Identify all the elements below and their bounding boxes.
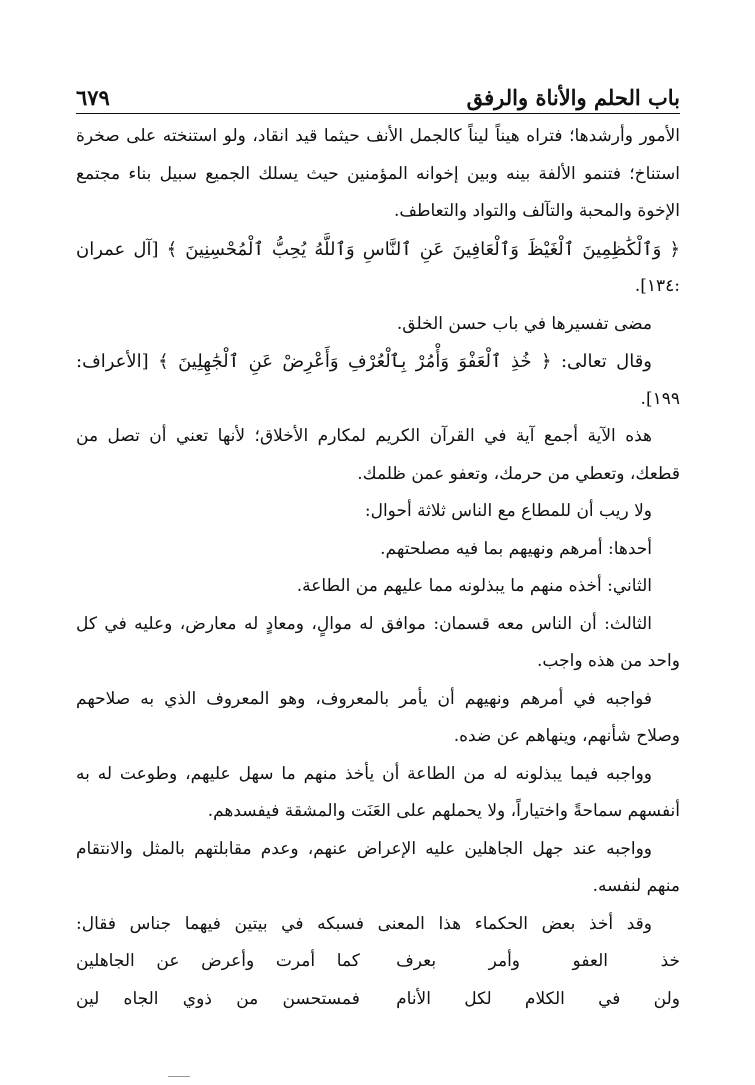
body-line: وصلاح شأنهم، وينهاهم عن ضده.	[453, 726, 680, 746]
header-rule	[76, 113, 680, 114]
quran-verse-line: وقال تعالى: ﴿ خُذِ ٱلْعَفْوَ وَأْمُرْ بِٱلْعُرْفِ وَأَعْرِضْ عَنِ ٱلْجَٰهِلِينَ ﴾ [الأعراف:	[76, 351, 652, 372]
body-line: قطعك، وتعطي من حرمك، وتعفو عمن ظلمك.	[357, 463, 680, 484]
body-line: أحدها: أمرهم ونهيهم بما فيه مصلحتهم.	[380, 538, 652, 559]
poem-hemistich-second: كما أمرت وأعرض عن الجاهلين	[76, 951, 360, 971]
poem-hemistich-second: فمستحسن من ذوي الجاه لين	[76, 988, 360, 1009]
quran-verse-line: ﴿ وَٱلْكَٰظِمِينَ ٱلْغَيْظَ وَٱلْعَافِينَ عَنِ ٱلنَّاسِ وَٱللَّهُ يُحِبُّ ٱلْمُحْسِنِينَ ﴾ [آل عمران	[76, 238, 680, 260]
body-line: مضى تفسيرها في باب حسن الخلق.	[396, 313, 652, 334]
body-line: الثاني: أخذه منهم ما يبذلونه مما عليهم من الطاعة.	[296, 576, 652, 596]
poem-verse	[76, 943, 680, 981]
body-line: منهم لنفسه.	[592, 876, 680, 896]
body-line: وقد أخذ بعض الحكماء هذا المعنى فسبكه في بيتين فيهما جناس فقال:	[76, 913, 652, 934]
poem-verse	[76, 981, 680, 1019]
verse-reference: ١٩٩].	[640, 388, 680, 409]
body-line: الثالث: أن الناس معه قسمان: موافق له موالٍ، ومعادٍ له معارض، وعليه في كل	[76, 613, 652, 634]
body-line: فواجبه في أمرهم ونهيهم أن يأمر بالمعروف، وهو المعروف الذي به صلاحهم	[76, 688, 652, 709]
page-number: ٦٧٩	[76, 85, 110, 110]
verse-reference: :١٣٤].	[634, 276, 680, 296]
body-line: الأمور وأرشدها؛ فتراه هيناً ليناً كالجمل الأنف حيثما قيد انقاد، ولو استنخته على صخرة	[76, 126, 680, 146]
poem-hemistich-first: خذ العفو وأمر بعرف	[396, 951, 680, 971]
body-line: هذه الآية أجمع آية في القرآن الكريم لمكارم الأخلاق؛ لأنها تعني أن تصل من	[76, 426, 652, 446]
footer-mark	[168, 1076, 190, 1077]
page-header	[76, 70, 680, 110]
body-line: استناخ؛ فتنمو الألفة بينه وبين إخوانه المؤمنين حيث يسلك الجميع سبيل بناء مجتمع	[76, 163, 680, 184]
body-line: وواجبه عند جهل الجاهلين عليه الإعراض عنهم، وعدم مقابلتهم بالمثل والانتقام	[76, 838, 652, 859]
body-line: ولا ريب أن للمطاع مع الناس ثلاثة أحوال:	[364, 501, 652, 521]
page-body	[76, 118, 680, 1018]
poem-hemistich-first: ولن في الكلام لكل الأنام	[396, 988, 680, 1009]
body-line: واحد من هذه واجب.	[537, 651, 680, 671]
running-title: باب الحلم والأناة والرفق	[466, 85, 680, 110]
body-line: أنفسهم سماحةً واختياراً، ولا يحملهم على العَنَت والمشقة فيفسدهم.	[207, 801, 680, 821]
body-line: الإخوة والمحبة والتآلف والتواد والتعاطف.	[393, 201, 680, 221]
body-line: وواجبه فيما يبذلونه له من الطاعة أن يأخذ منهم ما سهل عليهم، وطوعت له به	[76, 763, 652, 784]
